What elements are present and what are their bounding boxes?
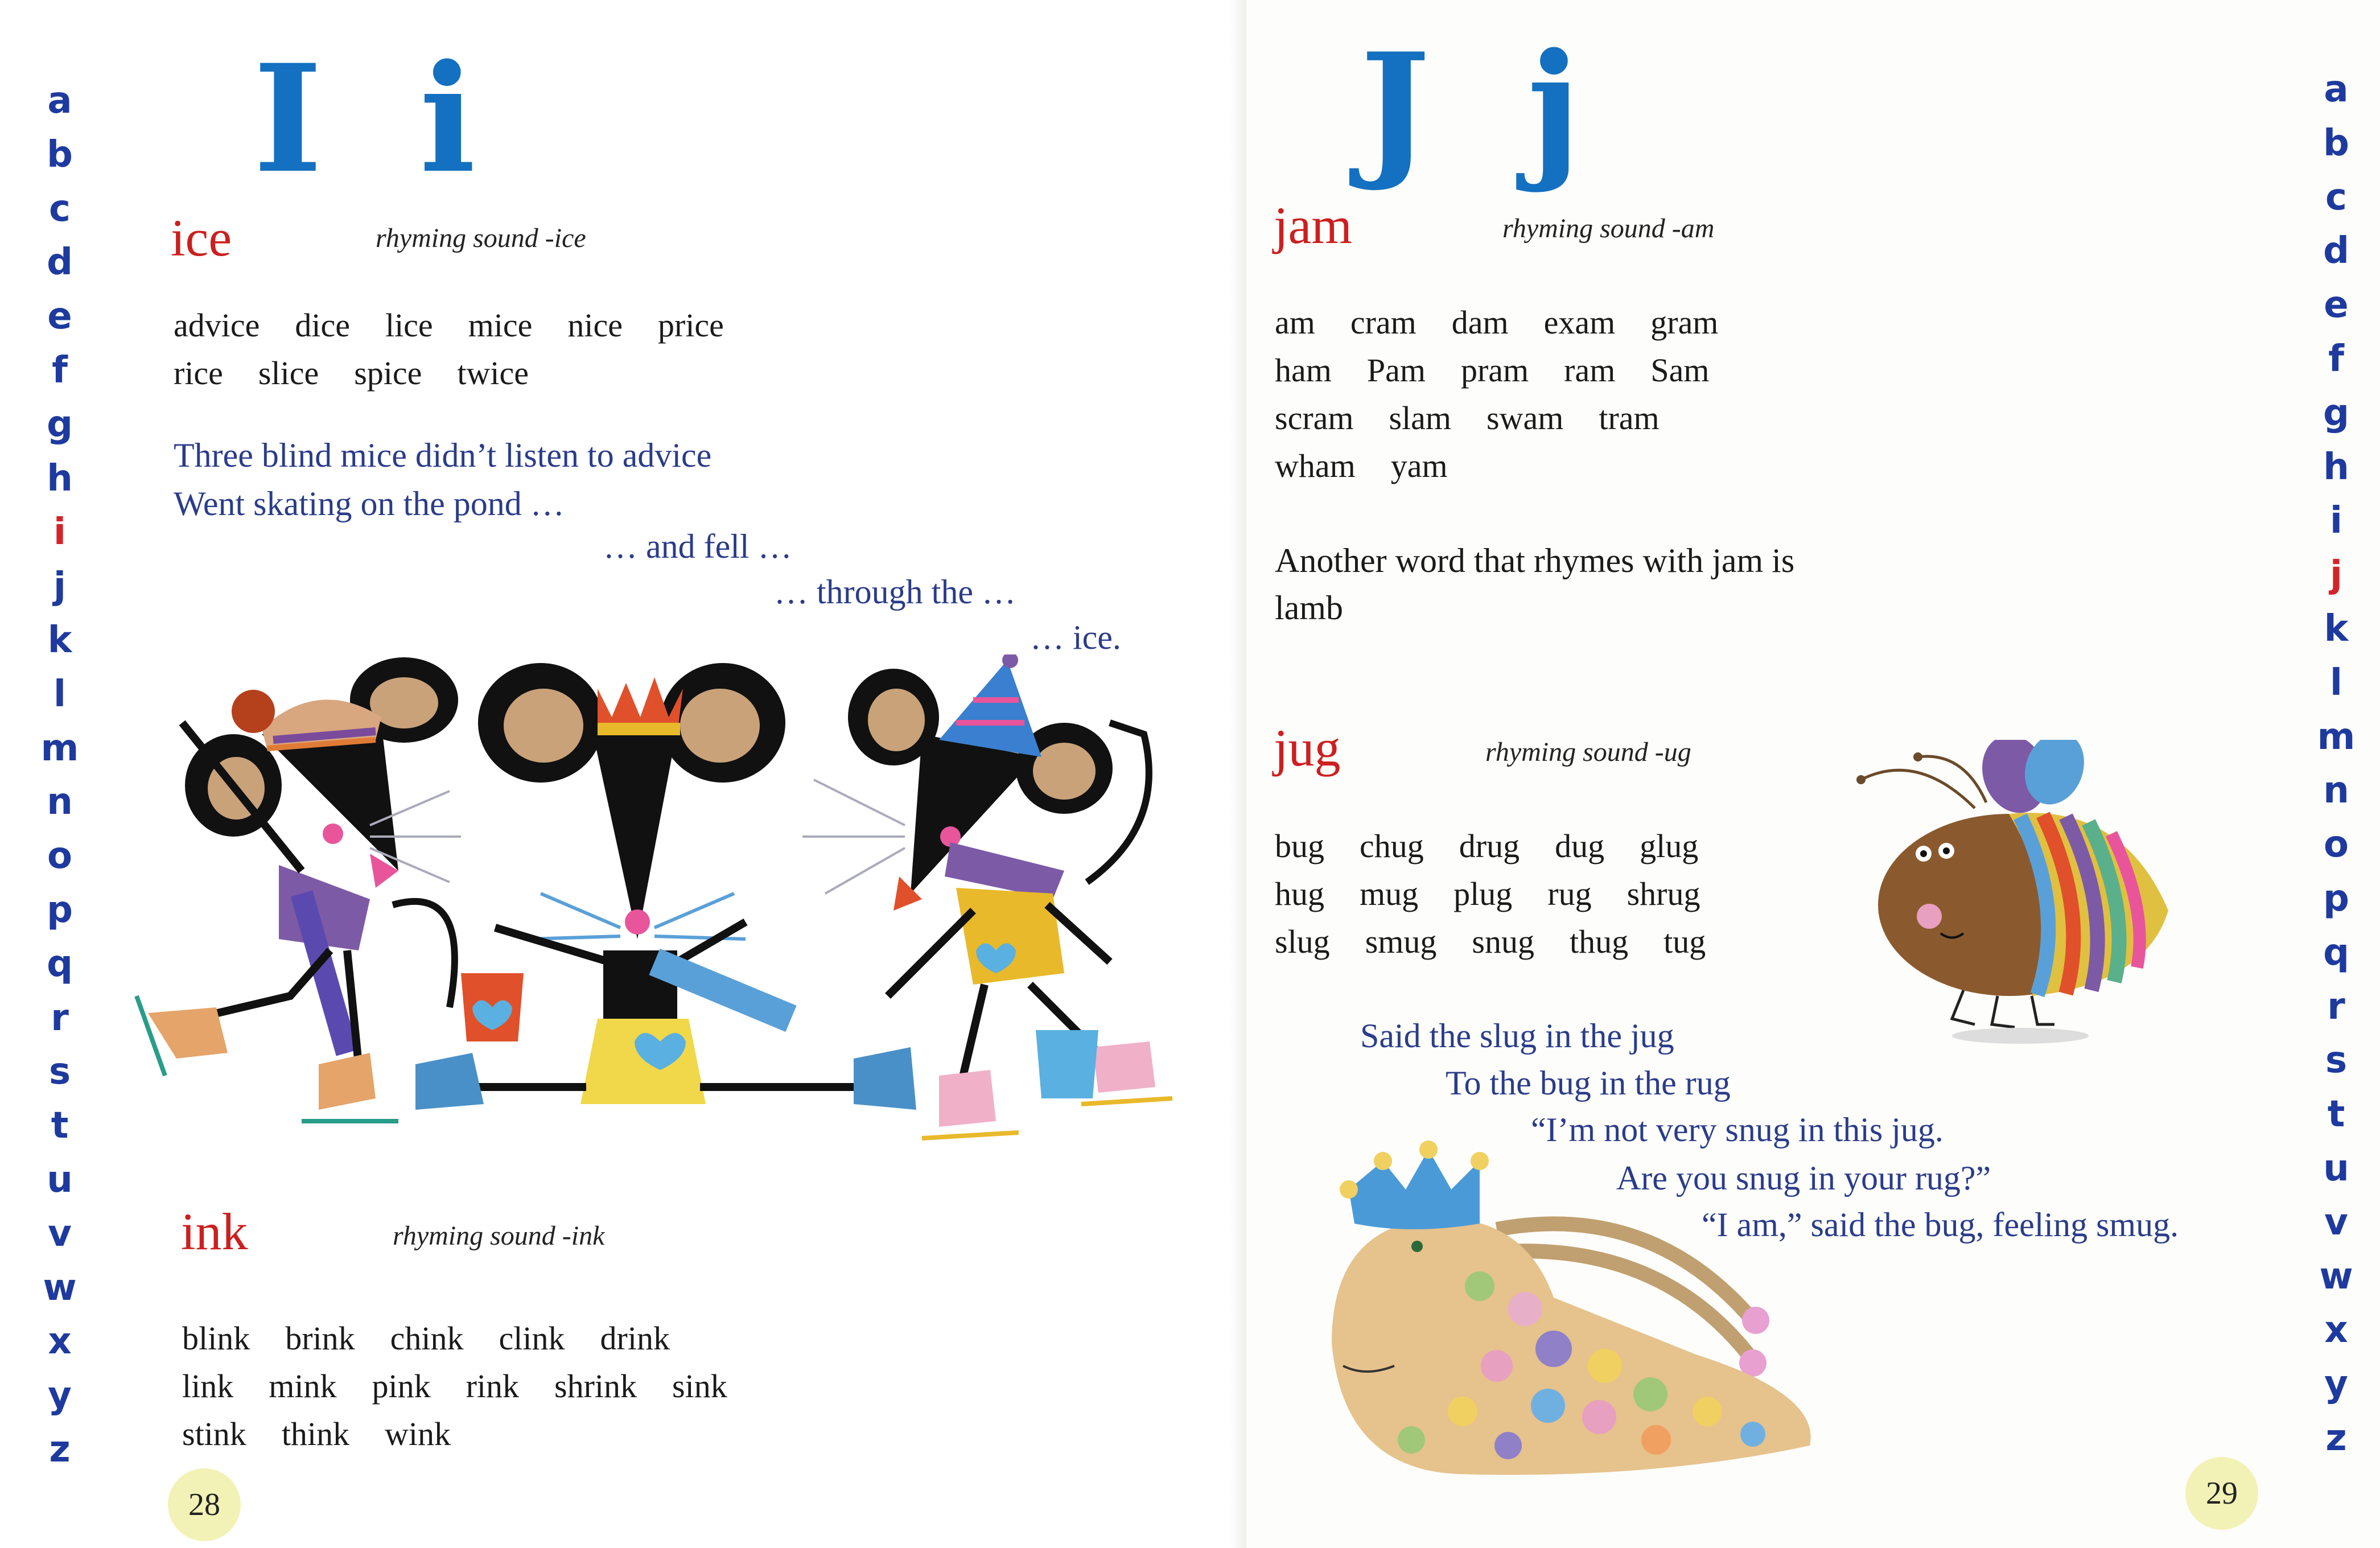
rhyming-word: spice: [354, 355, 422, 392]
rhyming-word: rug: [1547, 875, 1592, 912]
word-row: [1275, 442, 1753, 490]
rhyming-word: Pam: [1366, 352, 1426, 389]
rhyming-word: slug: [1275, 923, 1330, 960]
page-number-right: 29: [2185, 1457, 2258, 1530]
rhyming-word: mink: [269, 1368, 337, 1405]
word-list-jam: [1275, 299, 1753, 490]
rhyming-word: plug: [1453, 875, 1513, 912]
rhyme-label-ice: rhyming sound -ice: [376, 223, 586, 253]
poem-line: “I am,” said the bug, feeling smug.: [1702, 1206, 2179, 1244]
rhyming-word: tug: [1663, 923, 1706, 960]
rhyme-note: Another word that rhymes with jam is: [1275, 542, 1795, 579]
alphabet-letter-w: w: [43, 1266, 77, 1309]
alphabet-letter-j: j: [2330, 554, 2342, 596]
alphabet-letter-t: t: [51, 1105, 69, 1147]
rhyming-word: clink: [499, 1320, 565, 1357]
poem-line: To the bug in the rug: [1446, 1064, 1731, 1102]
rhyming-word: dice: [295, 307, 350, 344]
alphabet-letter-m: m: [2317, 715, 2356, 758]
rhyming-word: thug: [1569, 923, 1629, 960]
alphabet-letter-i: i: [53, 511, 66, 554]
alphabet-letter-e: e: [2324, 284, 2349, 327]
word-row: [1275, 347, 1753, 394]
alphabet-letter-f: f: [52, 349, 68, 392]
alphabet-letter-s: s: [2325, 1039, 2348, 1082]
rhyming-word: drink: [600, 1320, 670, 1357]
rhyming-word: swam: [1487, 400, 1564, 437]
alphabet-letter-i: i: [2330, 500, 2342, 542]
rhyming-word: lice: [385, 307, 433, 344]
poem-line: … ice.: [1030, 619, 1121, 656]
alphabet-letter-l: l: [53, 673, 66, 715]
three-skating-mice-illustration: [131, 654, 1212, 1144]
rhyming-word: Sam: [1650, 352, 1710, 389]
rhyming-word: gram: [1650, 304, 1719, 341]
slug-with-crown-illustration: [1309, 1138, 1833, 1491]
headword-jug: jug: [1274, 719, 1341, 777]
rhyming-word: shrink: [554, 1368, 637, 1405]
alphabet-letter-x: x: [2324, 1309, 2348, 1352]
headword-ice: ice: [171, 209, 232, 267]
alphabet-letter-q: q: [2323, 931, 2349, 974]
rhyming-word: nice: [567, 307, 623, 344]
alphabet-letter-f: f: [2328, 337, 2344, 380]
alphabet-letter-u: u: [47, 1158, 73, 1201]
poem-line: … through the …: [774, 573, 1016, 611]
alphabet-letter-q: q: [47, 942, 73, 985]
word-row: [1275, 918, 1741, 966]
word-list-ink: [182, 1315, 763, 1458]
rhyming-word: cram: [1350, 304, 1417, 341]
rhyming-word: exam: [1543, 304, 1616, 341]
alphabet-letter-r: r: [51, 997, 69, 1039]
right-page: [1246, 0, 2380, 1548]
word-list-ice: [174, 302, 759, 397]
mouse-with-crown-illustration: [415, 663, 916, 1110]
rhyming-word: stink: [182, 1415, 246, 1452]
rhyming-word: link: [182, 1368, 234, 1405]
alphabet-letter-y: y: [48, 1374, 72, 1417]
rhyming-word: brink: [285, 1320, 355, 1357]
alphabet-letter-a: a: [47, 80, 72, 122]
striped-bug-illustration: [1850, 740, 2214, 1047]
rhyme-label-jug: rhyming sound -ug: [1485, 737, 1691, 767]
alphabet-letter-n: n: [2323, 769, 2349, 812]
alphabet-letter-k: k: [2324, 607, 2349, 650]
rhyming-word: ram: [1564, 352, 1616, 389]
alphabet-letter-h: h: [2323, 446, 2349, 488]
poem-line: Are you snug in your rug?”: [1616, 1159, 1991, 1197]
rhyming-word: slam: [1389, 400, 1452, 437]
alphabet-letter-d: d: [2323, 230, 2349, 273]
rhyming-word: chug: [1360, 827, 1424, 864]
rhyming-word: am: [1275, 304, 1315, 341]
rhyming-word: bug: [1275, 827, 1324, 864]
alphabet-letter-x: x: [48, 1320, 72, 1363]
alphabet-letter-v: v: [2324, 1201, 2348, 1244]
rhyming-word: rice: [174, 355, 223, 392]
rhyming-word: wink: [385, 1415, 451, 1452]
alphabet-letter-n: n: [47, 781, 73, 824]
page-letter-heading: J j: [1360, 21, 1604, 195]
word-row: [1275, 394, 1753, 442]
alphabet-letter-z: z: [49, 1428, 71, 1471]
rhyming-word: blink: [182, 1320, 250, 1357]
rhyming-word: price: [658, 307, 724, 344]
word-row: [1275, 822, 1741, 870]
word-row: [1275, 299, 1753, 347]
rhyming-word: ham: [1275, 352, 1332, 389]
rhyming-word: chink: [390, 1320, 464, 1357]
rhyming-word: rink: [466, 1368, 520, 1405]
alphabet-letter-o: o: [47, 835, 72, 878]
rhyming-word: smug: [1365, 923, 1437, 960]
alphabet-letter-d: d: [47, 241, 73, 284]
alphabet-letter-r: r: [2327, 985, 2345, 1028]
word-list-jug: [1275, 822, 1741, 966]
word-row: [1275, 870, 1741, 918]
word-row: [182, 1410, 763, 1458]
alphabet-letter-j: j: [53, 565, 66, 608]
rhyming-word: think: [281, 1415, 350, 1452]
rhyming-word: wham: [1275, 447, 1356, 484]
rhyme-label-jam: rhyming sound -am: [1502, 213, 1715, 244]
rhyming-word: dam: [1451, 304, 1509, 341]
word-row: [174, 349, 759, 397]
alphabet-letter-c: c: [49, 187, 71, 230]
alphabet-letter-l: l: [2330, 661, 2342, 704]
rhyming-word: mice: [468, 307, 533, 344]
rhyming-word: shrug: [1627, 875, 1700, 912]
rhyming-word: glug: [1640, 827, 1699, 864]
poem-line: Went skating on the pond …: [174, 485, 565, 522]
page-letter-heading: I i: [253, 32, 499, 206]
alphabet-letter-h: h: [47, 457, 73, 500]
rhyme-label-ink: rhyming sound -ink: [393, 1221, 605, 1251]
alphabet-index-right: [2311, 63, 2362, 1465]
alphabet-letter-m: m: [40, 727, 79, 769]
rhyming-word: pink: [372, 1368, 431, 1405]
alphabet-letter-p: p: [2323, 877, 2349, 920]
alphabet-letter-u: u: [2323, 1147, 2349, 1189]
alphabet-letter-w: w: [2319, 1255, 2353, 1298]
rhyming-word: pram: [1460, 352, 1529, 389]
rhyming-word: slice: [258, 355, 319, 392]
rhyming-word: sink: [672, 1368, 727, 1405]
mouse-with-beanie-illustration: [137, 657, 461, 1121]
alphabet-index-left: [34, 74, 85, 1477]
rhyming-word: twice: [457, 355, 529, 392]
alphabet-letter-b: b: [2323, 122, 2349, 164]
rhyming-word: advice: [174, 307, 260, 344]
poem-line: … and fell …: [603, 528, 792, 565]
alphabet-letter-c: c: [2325, 176, 2347, 219]
poem-line: Said the slug in the jug: [1360, 1017, 1674, 1055]
alphabet-letter-k: k: [47, 619, 72, 661]
word-row: [174, 302, 759, 349]
alphabet-letter-v: v: [48, 1212, 72, 1255]
rhyming-word: tram: [1599, 400, 1660, 437]
rhyming-word: mug: [1360, 875, 1419, 912]
alphabet-letter-g: g: [2323, 392, 2349, 434]
rhyming-word: hug: [1275, 875, 1324, 912]
rhyming-word: snug: [1472, 923, 1534, 960]
rhyming-word: drug: [1459, 827, 1520, 864]
word-row: [182, 1315, 763, 1362]
alphabet-letter-y: y: [2324, 1363, 2348, 1406]
alphabet-letter-o: o: [2324, 824, 2349, 866]
rhyming-word: yam: [1390, 447, 1448, 484]
word-row: [182, 1362, 763, 1410]
alphabet-letter-p: p: [47, 888, 73, 931]
alphabet-letter-b: b: [47, 133, 73, 176]
rhyming-word: scram: [1275, 400, 1354, 437]
alphabet-letter-g: g: [47, 403, 73, 446]
alphabet-letter-t: t: [2327, 1093, 2345, 1136]
rhyme-note-word: lamb: [1275, 589, 1343, 627]
alphabet-letter-e: e: [47, 295, 72, 338]
rhyming-word: dug: [1555, 827, 1605, 864]
headword-ink: ink: [181, 1203, 248, 1261]
alphabet-letter-a: a: [2324, 68, 2349, 110]
poem-line: Three blind mice didn’t listen to advice: [174, 437, 712, 474]
poem-line: “I’m not very snug in this jug.: [1531, 1111, 1943, 1148]
headword-jam: jam: [1274, 196, 1352, 254]
page-number-left: 28: [168, 1468, 241, 1541]
alphabet-letter-s: s: [48, 1051, 71, 1093]
alphabet-letter-z: z: [2325, 1417, 2347, 1459]
